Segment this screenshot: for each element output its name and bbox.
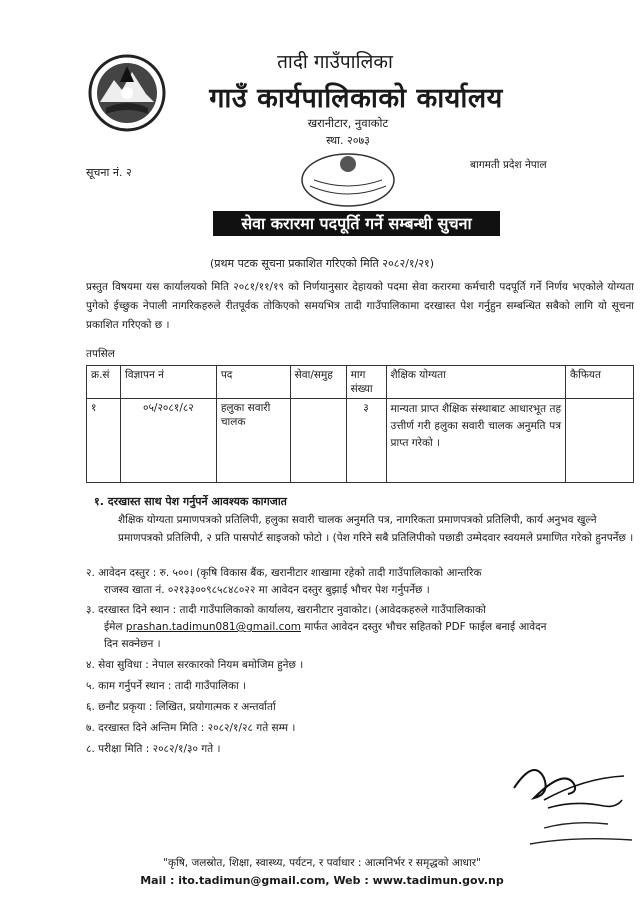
notice-intro-paragraph: प्रस्तुत विषयमा यस कार्यालयको मिति २०८१/११/१९ को निर्णयानुसार देहायको पदमा सेवा करारमा कर्मचारी पदपूर्ति गर्ने निर्णय भएकोले योग्यता पुगेको ईच्छुक नेपाली नागरिकहरुले रीतपूर्वक तोकिएको समयभित्र तादी गाउँपालिकामा दरखास्त पेश गर्नुहुन सम्बन्धित सबैको लागि यो सूचना प्रकाशित गरिएको छ । [86,281,634,331]
required-documents-heading: १. दरखास्त साथ पेश गर्नुपर्ने आवश्यक कागजात [94,495,287,508]
province-label: बागमती प्रदेश नेपाल [470,159,547,171]
established-year: स्था. २०७३ [326,134,370,147]
work-place-item: ५. काम गर्नुपर्ने स्थान : तादी गाउँपालिका । [86,680,247,692]
application-place-item: ३. दरखास्त दिने स्थान : तादी गाउँपालिकाको कार्यालय, खरानीटार नुवाकोट। (आवेदकहरुले गाउँपालिकाको [86,604,486,616]
email-suffix: मार्फत आवेदन दस्तुर भौचर सहितको PDF फाईल बनाई आवेदन [304,621,547,633]
application-place-end: दिन सक्नेछन । [104,638,161,650]
footer-contact: Mail : ito.tadimun@gmail.com, Web : www.tadimun.gov.np [140,874,504,887]
cell-demand: ३ [346,399,386,483]
application-email-line [104,619,644,636]
application-fee-item: २. आवेदन दस्तुर : रु. ५००। (कृषि विकास बैंक, खरानीटार शाखामा रहेको तादी गाउँपालिकाको आन्तरिक [86,567,482,579]
vacancy-table [86,365,634,483]
cell-post: हलुका सवारी चालक [216,399,290,483]
cell-ad-no: ०५/२०८१/८२ [120,399,216,483]
deadline-item: ७. दरखास्त दिने अन्तिम मिति : २०८२/१/२८ गते सम्म । [86,722,296,734]
schedule-label: तपसिल [86,348,115,360]
selection-process-item: ६. छनौट प्रकृया : लिखित, प्रयोगात्मक र अन्तर्वार्ता [86,701,276,713]
header-post: पद [216,366,290,399]
header-sn: क्र.सं [87,366,121,399]
header-service: सेवा/समुह [290,366,346,399]
cell-sn: १ [87,399,121,483]
header-ad-no: विज्ञापन नं [120,366,216,399]
service-facility-item: ४. सेवा सुविधा : नेपाल सरकारको नियम बमोजिम हुनेछ । [86,659,304,671]
application-fee-account: राजस्व खाता नं. ०२१३३००९८५८४८०२२ मा आवेदन दस्तुर बुझाई भौचर पेश गर्नुपर्नेछ । [104,584,430,596]
government-emblem-logo [86,52,168,134]
header-qualification: शैक्षिक योग्यता [386,366,566,399]
cell-remarks [566,399,634,483]
table-row [87,399,634,483]
officer-signature [504,748,634,858]
notice-subtitle: (प्रथम पटक सूचना प्रकाशित गरिएको मिति २०८२/१/२१) [209,257,435,270]
required-documents-body: शैक्षिक योग्यता प्रमाणपत्रको प्रतिलिपी, हलुका सवारी चालक अनुमति पत्र, नागरिकता प्रमाणपत्रको प्रतिलिपी, कार्य अनुभव खुल्ने प्रमाणपत्रको प्रतिलिपी, २ प्रति पासपोर्ट साइजको फोटो । (पेश गरिने सबै प्रतिलिपीको पछाडी उम्मेदवार स्वयमले प्रमाणित गरेको हुनपर्नेछ । [118,514,634,544]
municipality-name: तादी गाउँपालिका [277,51,393,73]
cell-qualification: मान्यता प्राप्त शैक्षिक संस्थाबाट आधारभूत तह उत्तीर्ण गरी हलुका सवारी चालक अनुमति पत्र प्राप्त गरेको । [386,399,566,483]
email-prefix: ईमेल [104,621,123,633]
application-email-link[interactable]: prashan.tadimun081@gmail.com [125,621,302,633]
header-remarks: कैफियत [566,366,634,399]
cell-service [290,399,346,483]
notice-number: सूचना नं. २ [86,166,132,179]
exam-date-item: ८. परीक्षा मिति : २०८२/१/३० गते । [86,743,221,755]
header-demand: माग संख्या [346,366,386,399]
table-header-row [87,366,634,399]
footer-motto: "कृषि, जलस्रोत, शिक्षा, स्वास्थ्य, पर्यटन, र पर्वाधार : आत्मनिर्भर र समृद्धको आधार" [163,857,481,869]
notice-title: सेवा करारमा पदपूर्ति गर्ने सम्बन्धी सुचना [213,211,500,236]
office-location: खरानीटार, नुवाकोट [307,116,389,130]
office-seal-stamp [298,150,398,208]
office-name: गाउँ कार्यपालिकाको कार्यालय [209,83,503,114]
